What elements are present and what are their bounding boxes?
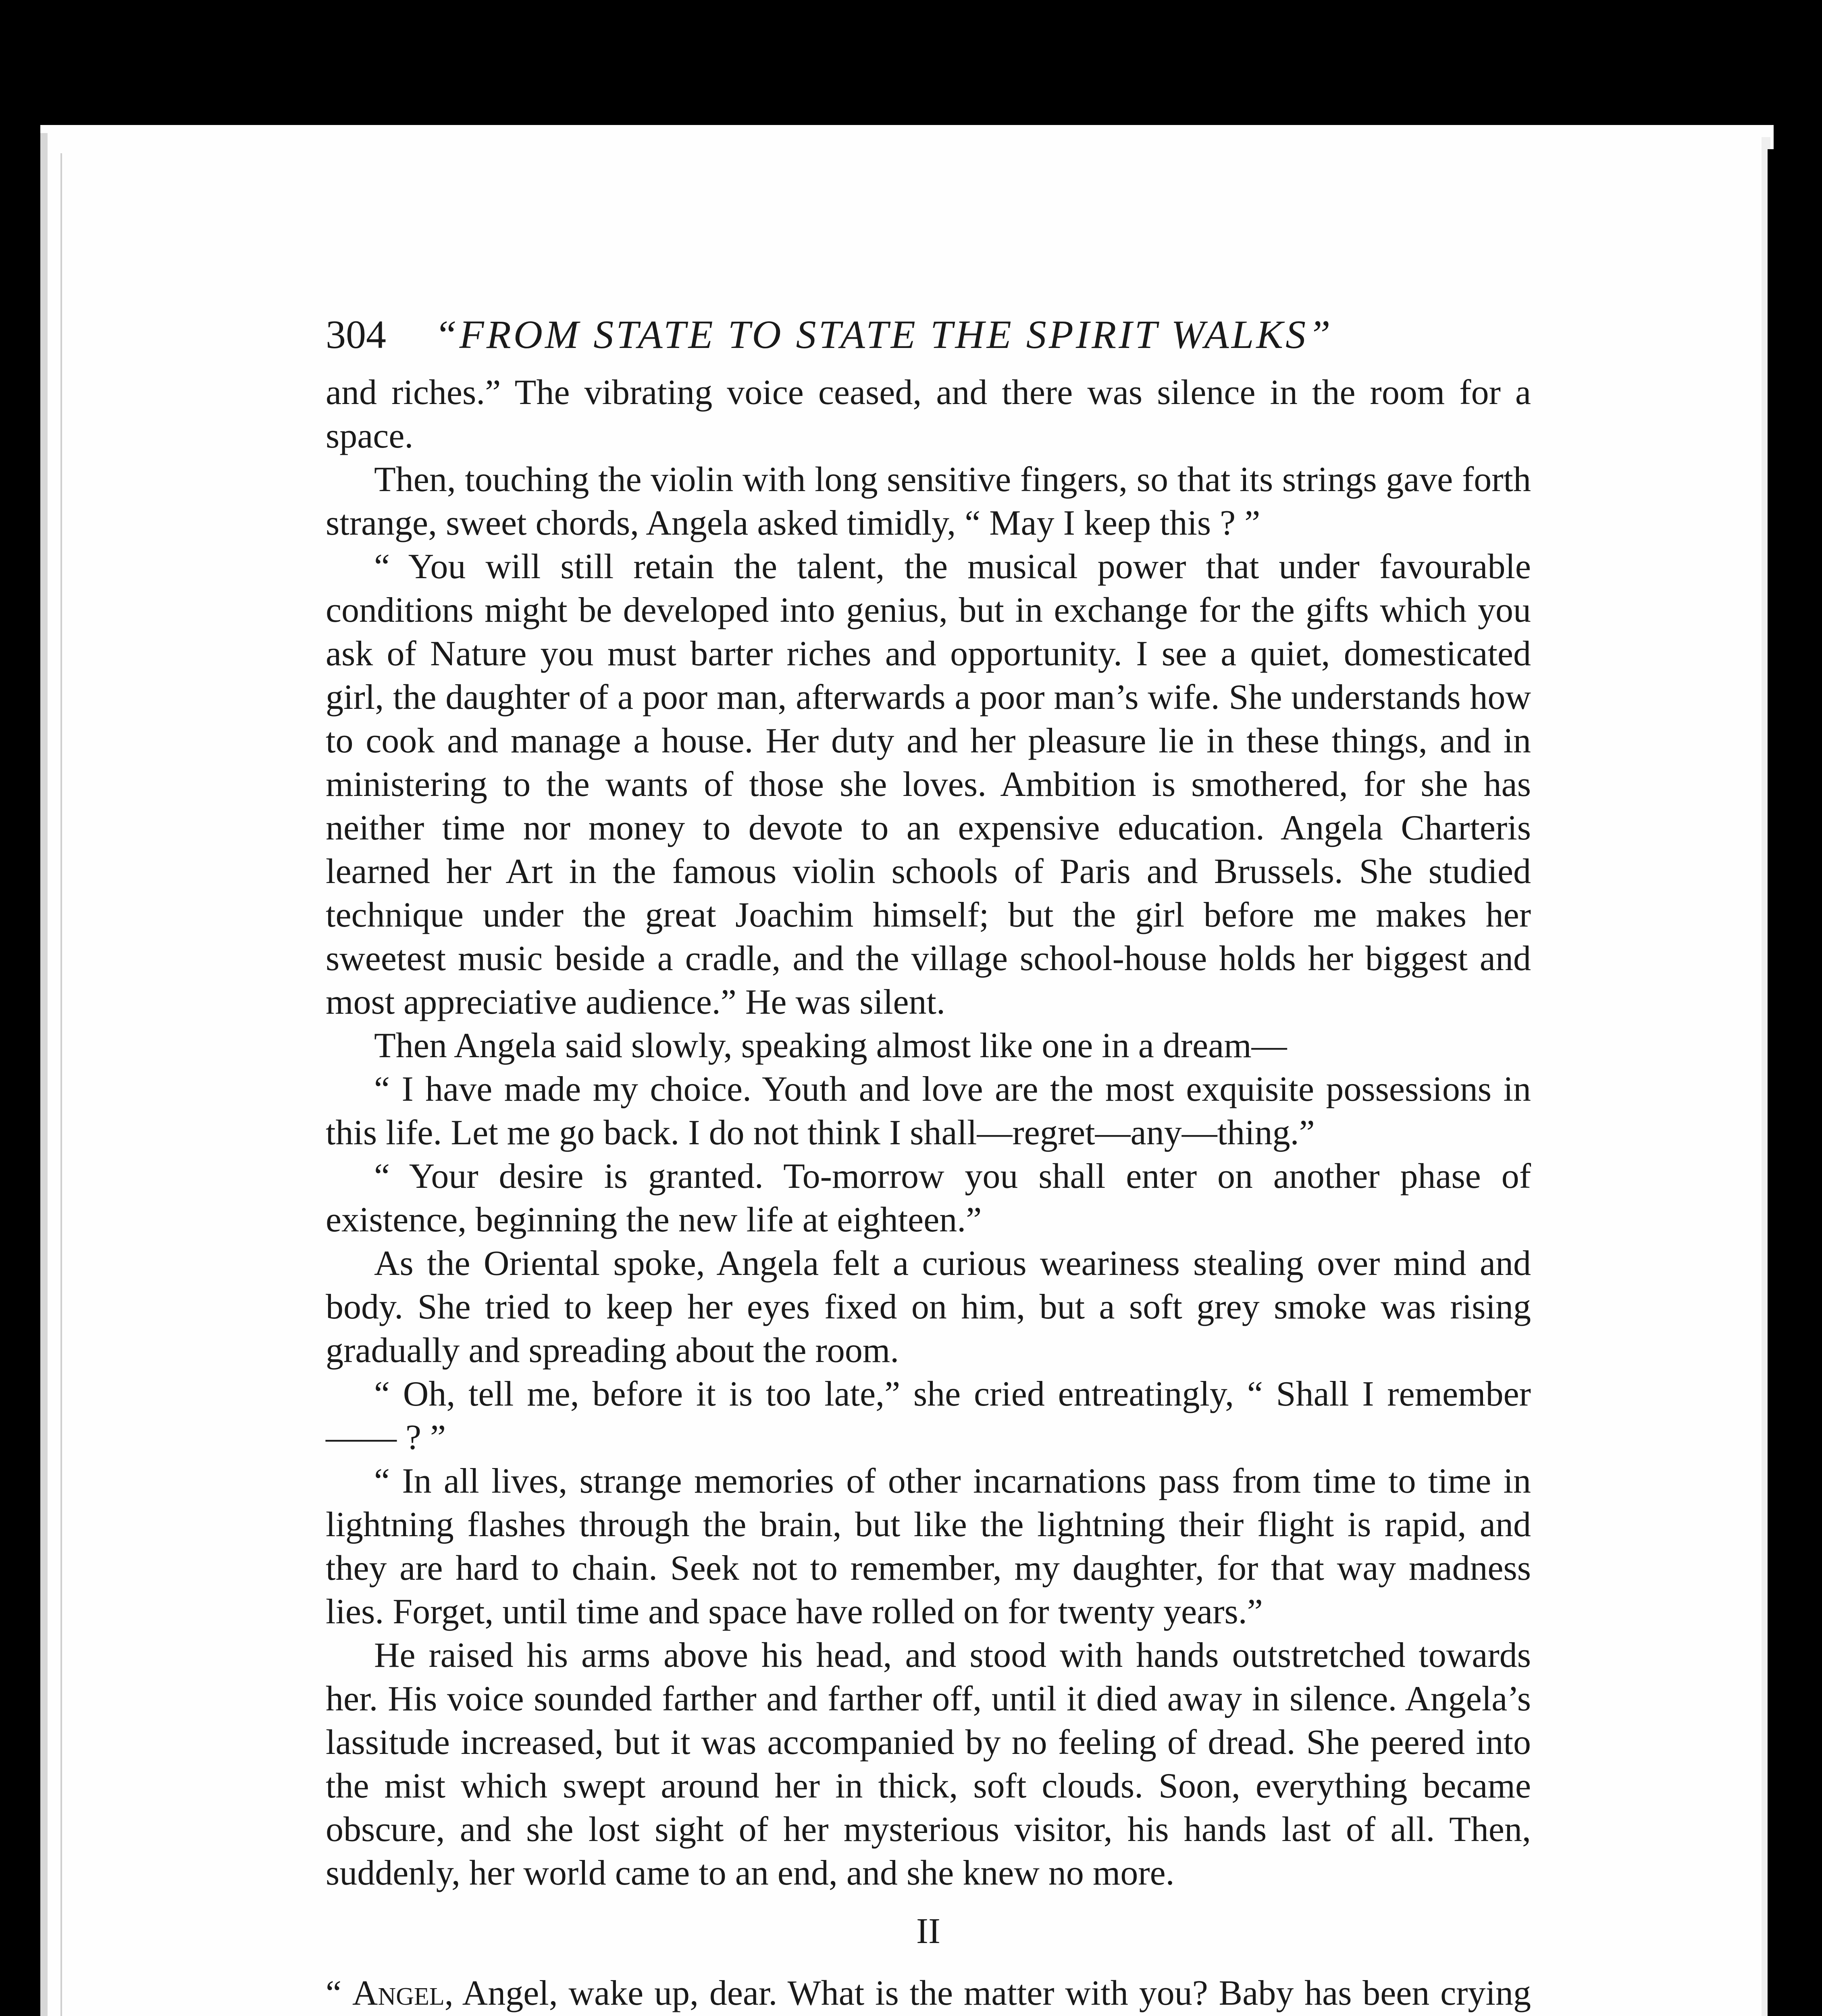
small-caps-word: Angel bbox=[352, 1974, 445, 2013]
page-left-edge bbox=[40, 133, 48, 2016]
paragraph: He raised his arms above his head, and stood with hands outstretched towards her. His voice sounded farther and farther off, until it died away in silence. Angela’s lassitude increased, but it was accompanied by no feeling of dread. She peered into the mist which swept around her in thick, soft clouds. Soon, everything became obscure, and she lost sight of her mysterious visitor, his hands last of all. Then, suddenly, her world came to an end, and she knew no more. bbox=[326, 1636, 1531, 1893]
paragraph: and riches.” The vibrating voice ceased, and there was silence in the room for a space. bbox=[326, 373, 1531, 456]
page-number: 304 bbox=[326, 312, 386, 357]
running-header bbox=[326, 298, 1531, 371]
paragraph: As the Oriental spoke, Angela felt a curious weariness stealing over mind and body. She tried to keep her eyes fixed on him, but a soft grey smoke was rising gradually and spreading about the room. bbox=[326, 1244, 1531, 1370]
running-title: “FROM STATE TO STATE THE SPIRIT WALKS” bbox=[435, 312, 1333, 357]
paragraph: Then Angela said slowly, speaking almost like one in a dream— bbox=[374, 1026, 1287, 1065]
paragraph-final bbox=[326, 1972, 1531, 2016]
paragraph: Then, touching the violin with long sensitive fingers, so that its strings gave forth strange, sweet chords, Angela asked timidly, “ May I keep this ? ” bbox=[326, 460, 1531, 543]
scan-border-right bbox=[1768, 149, 1822, 2016]
paragraph: “ In all lives, strange memories of other incarnations pass from time to time in lightning flashes through the brain, but like the lightning their flight is rapid, and they are hard to chain. Seek not to remember, my daughter, for that way madness lies. Forget, until time and space have rolled on for twenty years.” bbox=[326, 1462, 1531, 1631]
paragraph-rest: , Angel, wake up, dear. What is the matter with you? Baby has been crying bbox=[444, 1974, 1531, 2013]
paragraph: “ Your desire is granted. To-morrow you shall enter on another phase of existence, beginning the new life at eighteen.” bbox=[326, 1157, 1531, 1239]
quote-open: “ bbox=[326, 1974, 352, 2013]
paragraph: “ You will still retain the talent, the musical power that under favourable conditions might be developed into genius, but in exchange for the gifts which you ask of Nature you must barter riches and opportunity. I see a quiet, domesticated girl, the daughter of a poor man, afterwards a poor man’s wife. She understands how to cook and manage a house. Her duty and her pleasure lie in these things, and in ministering to the wants of those she loves. Ambition is smothered, for she has neither time nor money to devote to an expensive education. Angela Charteris learned her Art in the famous violin schools of Paris and Brussels. She studied technique under the great Joachim himself; but the girl before me makes her sweetest music beside a cradle, and the village school-house holds her biggest and most appreciative audience.” He was silent. bbox=[326, 547, 1531, 1022]
body-text bbox=[326, 371, 1531, 2016]
paragraph: “ Oh, tell me, before it is too late,” she cried entreatingly, “ Shall I remember—— ? ” bbox=[326, 1375, 1531, 1457]
paragraph: “ I have made my choice. Youth and love are the most exquisite possessions in this life. Let me go back. I do not think I shall—regret—any—thing.” bbox=[326, 1070, 1531, 1152]
section-heading: II bbox=[916, 1911, 940, 1951]
page-inner-rule bbox=[60, 153, 62, 2016]
